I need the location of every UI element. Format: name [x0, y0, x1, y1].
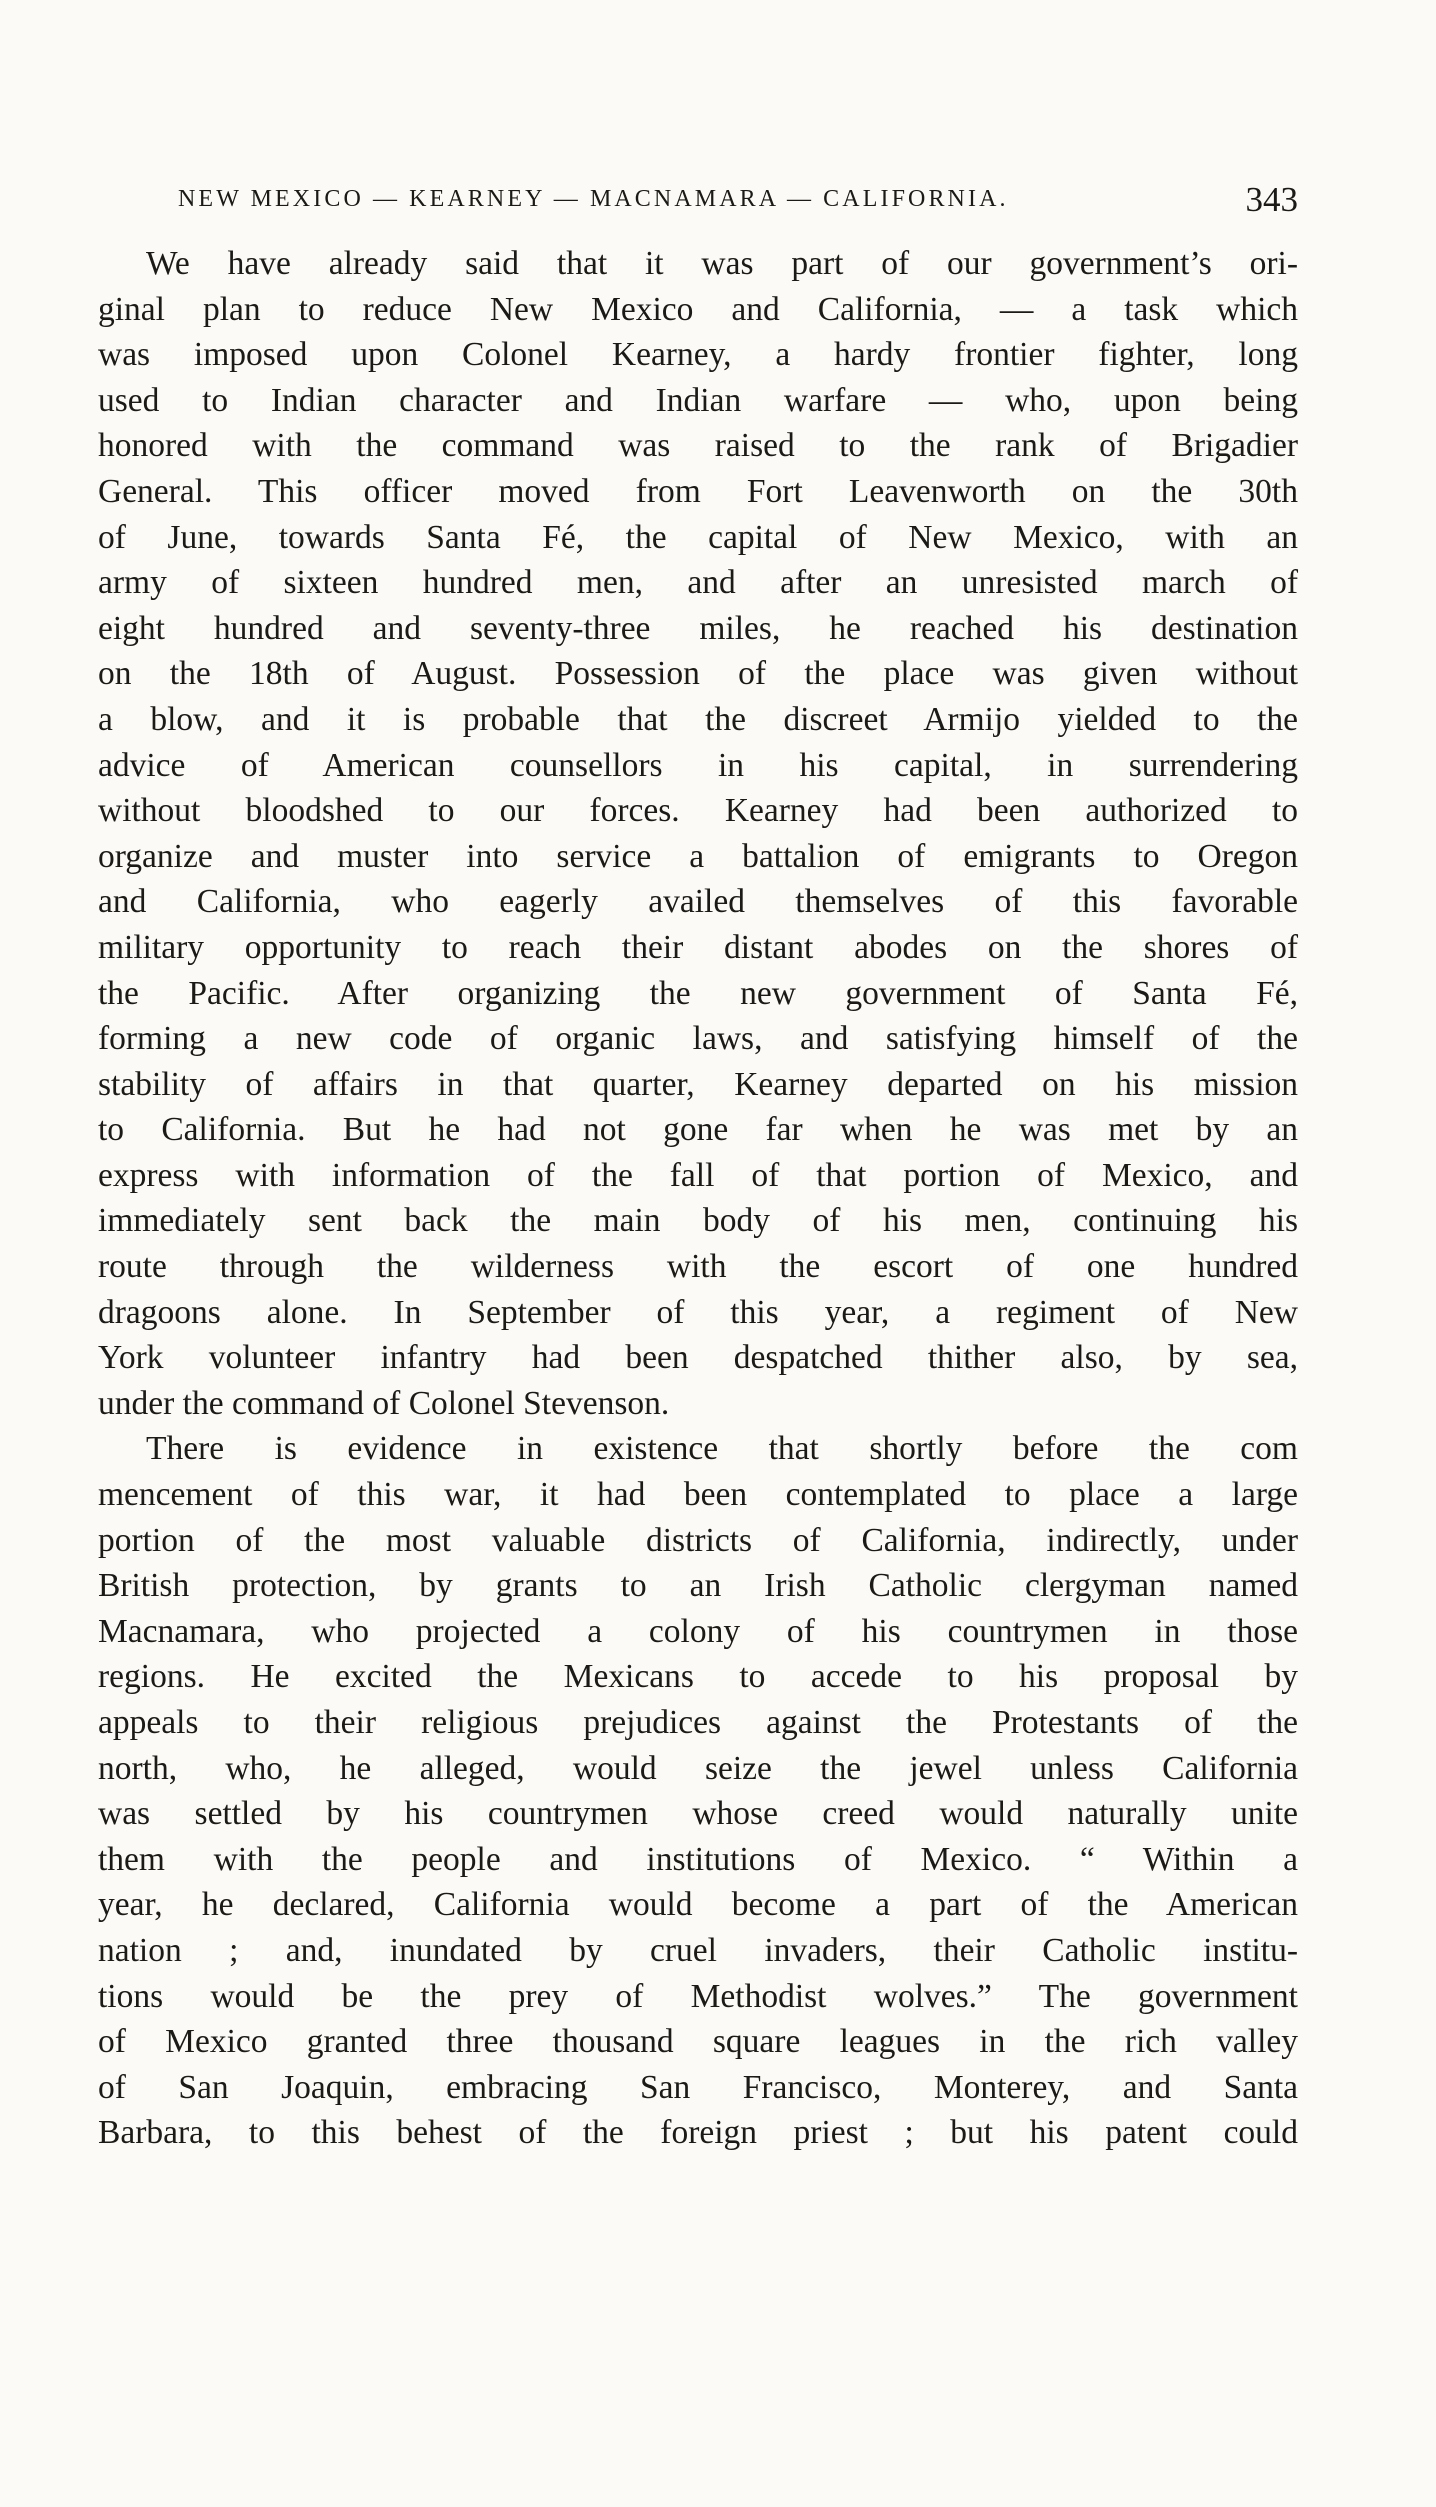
text-line: dragoons alone. In September of this year, a regiment of New	[98, 1293, 1298, 1331]
text-line: route through the wilderness with the escort of one hundred	[98, 1248, 1298, 1286]
text-line: York volunteer infantry had been despatched thither also, by sea,	[98, 1339, 1298, 1377]
text-line: portion of the most valuable districts of California, indirectly, under	[98, 1521, 1298, 1559]
text-line: to California. But he had not gone far when he was met by an	[98, 1111, 1298, 1149]
text-line: mencement of this war, it had been contemplated to place a large	[98, 1476, 1298, 1514]
page-number: 343	[1245, 180, 1298, 219]
text-line: of June, towards Santa Fé, the capital of New Mexico, with an	[98, 518, 1298, 556]
text-line: army of sixteen hundred men, and after an unresisted march of	[98, 564, 1298, 602]
text-line: eight hundred and seventy-three miles, he reached his destination	[98, 609, 1298, 647]
body-text	[98, 241, 1298, 2156]
text-line: Macnamara, who projected a colony of his countrymen in those	[98, 1612, 1298, 1650]
text-line: express with information of the fall of that portion of Mexico, and	[98, 1156, 1298, 1194]
text-line: under the command of Colonel Stevenson.	[98, 1384, 670, 1422]
text-line: ginal plan to reduce New Mexico and California, — a task which	[98, 290, 1298, 328]
text-line: year, he declared, California would become a part of the American	[98, 1886, 1298, 1924]
text-line: There is evidence in existence that shortly before the com	[146, 1430, 1298, 1468]
text-line: forming a new code of organic laws, and satisfying himself of the	[98, 1020, 1298, 1058]
running-head	[178, 180, 1298, 224]
text-line: British protection, by grants to an Irish Catholic clergyman named	[98, 1567, 1298, 1605]
text-line: honored with the command was raised to the rank of Brigadier	[98, 427, 1298, 465]
text-line: regions. He excited the Mexicans to accede to his proposal by	[98, 1658, 1298, 1696]
text-line: of San Joaquin, embracing San Francisco, Monterey, and Santa	[98, 2068, 1298, 2106]
text-line: tions would be the prey of Methodist wolves.” The government	[98, 1977, 1298, 2015]
text-line: the Pacific. After organizing the new government of Santa Fé,	[98, 974, 1298, 1012]
text-line: organize and muster into service a battalion of emigrants to Oregon	[98, 837, 1298, 875]
text-line: stability of affairs in that quarter, Kearney departed on his mission	[98, 1065, 1298, 1103]
text-line: military opportunity to reach their distant abodes on the shores of	[98, 928, 1298, 966]
text-line: them with the people and institutions of Mexico. “ Within a	[98, 1840, 1298, 1878]
text-line: of Mexico granted three thousand square leagues in the rich valley	[98, 2023, 1298, 2061]
text-line: on the 18th of August. Possession of the place was given without	[98, 655, 1298, 693]
text-line: We have already said that it was part of our government’s ori-	[146, 245, 1298, 282]
text-line: advice of American counsellors in his capital, in surrendering	[98, 746, 1298, 784]
text-line: appeals to their religious prejudices against the Protestants of the	[98, 1704, 1298, 1741]
text-line: a blow, and it is probable that the discreet Armijo yielded to the	[98, 700, 1298, 738]
text-line: was settled by his countrymen whose creed would naturally unite	[98, 1795, 1298, 1833]
running-head-title: NEW MEXICO — KEARNEY — MACNAMARA — CALIFORNIA.	[178, 186, 1009, 212]
text-line: immediately sent back the main body of his men, continuing his	[98, 1202, 1298, 1240]
text-line: used to Indian character and Indian warfare — who, upon being	[98, 381, 1298, 419]
text-line: nation ; and, inundated by cruel invaders, their Catholic institu-	[98, 1931, 1298, 1969]
text-line: north, who, he alleged, would seize the jewel unless California	[98, 1749, 1298, 1787]
text-line: General. This officer moved from Fort Leavenworth on the 30th	[98, 472, 1298, 510]
text-line: Barbara, to this behest of the foreign priest ; but his patent could	[98, 2114, 1298, 2152]
text-line: was imposed upon Colonel Kearney, a hardy frontier fighter, long	[98, 336, 1298, 374]
text-line: and California, who eagerly availed themselves of this favorable	[98, 883, 1298, 921]
text-line: without bloodshed to our forces. Kearney had been authorized to	[98, 792, 1298, 830]
